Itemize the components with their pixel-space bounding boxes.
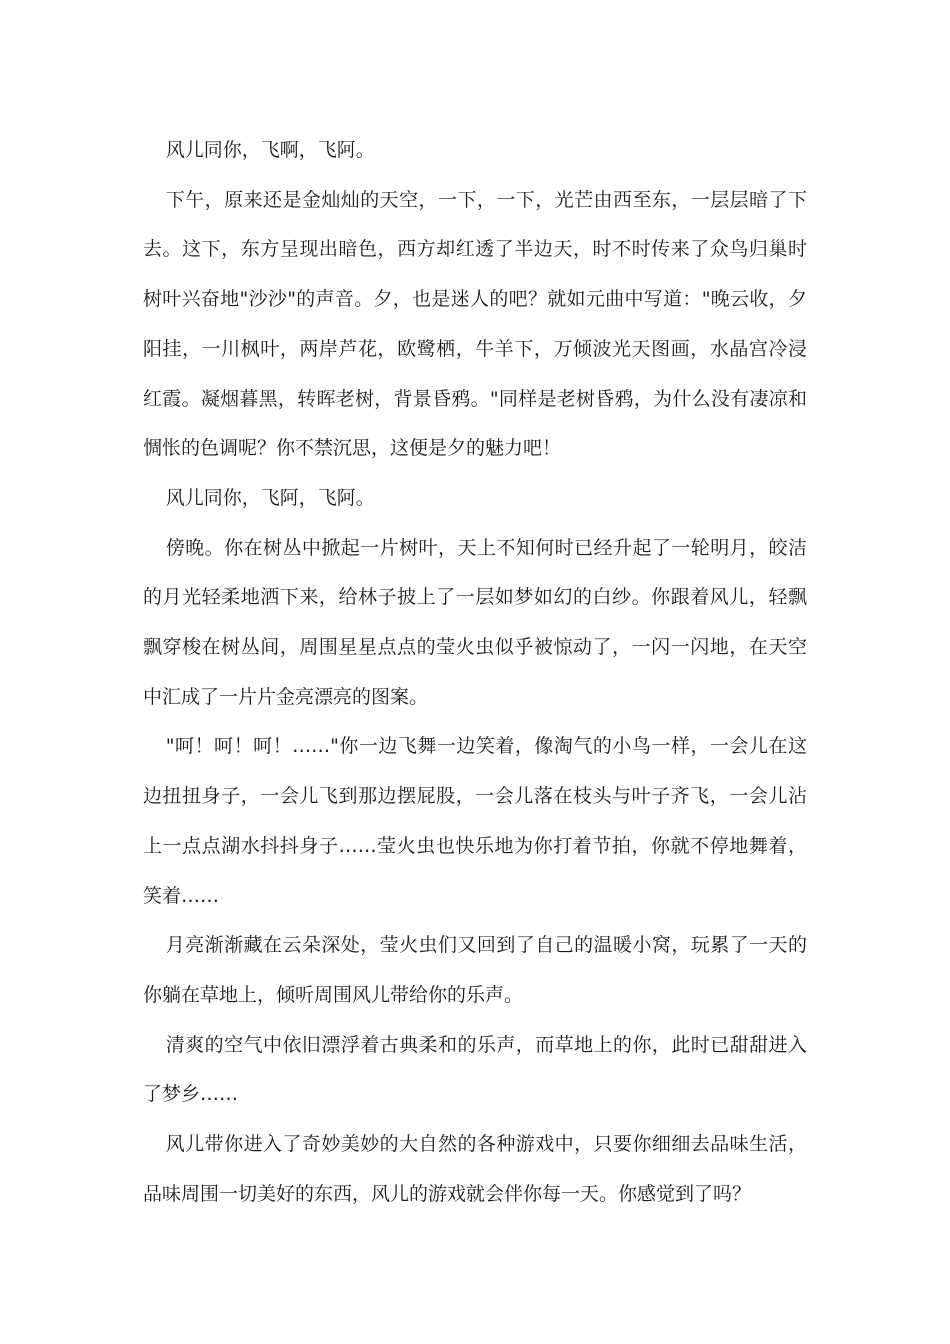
article-body: [143, 126, 807, 1219]
paragraph: 月亮渐渐藏在云朵深处，莹火虫们又回到了自己的温暖小窝，玩累了一天的你躺在草地上，倾听周围风儿带给你的乐声。: [143, 934, 807, 1006]
paragraph: 风儿同你，飞阿，飞阿。: [165, 486, 375, 509]
paragraph: 风儿带你进入了奇妙美妙的大自然的各种游戏中，只要你细细去品味生活，品味周围一切美好的东西，风儿的游戏就会伴你每一天。你感觉到了吗？: [143, 1133, 807, 1205]
paragraph: 清爽的空气中依旧漂浮着古典柔和的乐声，而草地上的你，此时已甜甜进入了梦乡……: [143, 1033, 807, 1106]
paragraph: 傍晚。你在树丛中掀起一片树叶，天上不知何时已经升起了一轮明月，皎洁的月光轻柔地洒下来，给林子披上了一层如梦如幻的白纱。你跟着风儿，轻飘飘穿梭在树丛间，周围星星点点的莹火虫似乎被惊动了，一闪一闪地，在天空中汇成了一片片金亮漂亮的图案。: [143, 536, 807, 708]
paragraph: 风儿同你，飞啊，飞阿。: [165, 139, 375, 161]
paragraph: "呵！呵！呵！……"你一边飞舞一边笑着，像淘气的小鸟一样，一会儿在这边扭扭身子，一会儿飞到那边摆屁股，一会儿落在枝头与叶子齐飞，一会儿沾上一点点湖水抖抖身子……莹火虫也快乐地为你打着节拍，你就不停地舞着，笑着……: [143, 735, 807, 907]
paragraph: 下午，原来还是金灿灿的天空，一下，一下，光芒由西至东，一层层暗了下去。这下，东方呈现出暗色，西方却红透了半边天，时不时传来了众鸟归巢时树叶兴奋地"沙沙"的声音。夕，也是迷人的吧？就如元曲中写道："晚云收，夕阳挂，一川枫叶，两岸芦花，欧鹭栖，牛羊下，万倾波光天图画，水晶宫冷浸红霞。凝烟暮黑，转晖老树，背景昏鸦。"同样是老树昏鸦，为什么没有凄凉和惆怅的色调呢？你不禁沉思，这便是夕的魅力吧！: [143, 188, 807, 460]
